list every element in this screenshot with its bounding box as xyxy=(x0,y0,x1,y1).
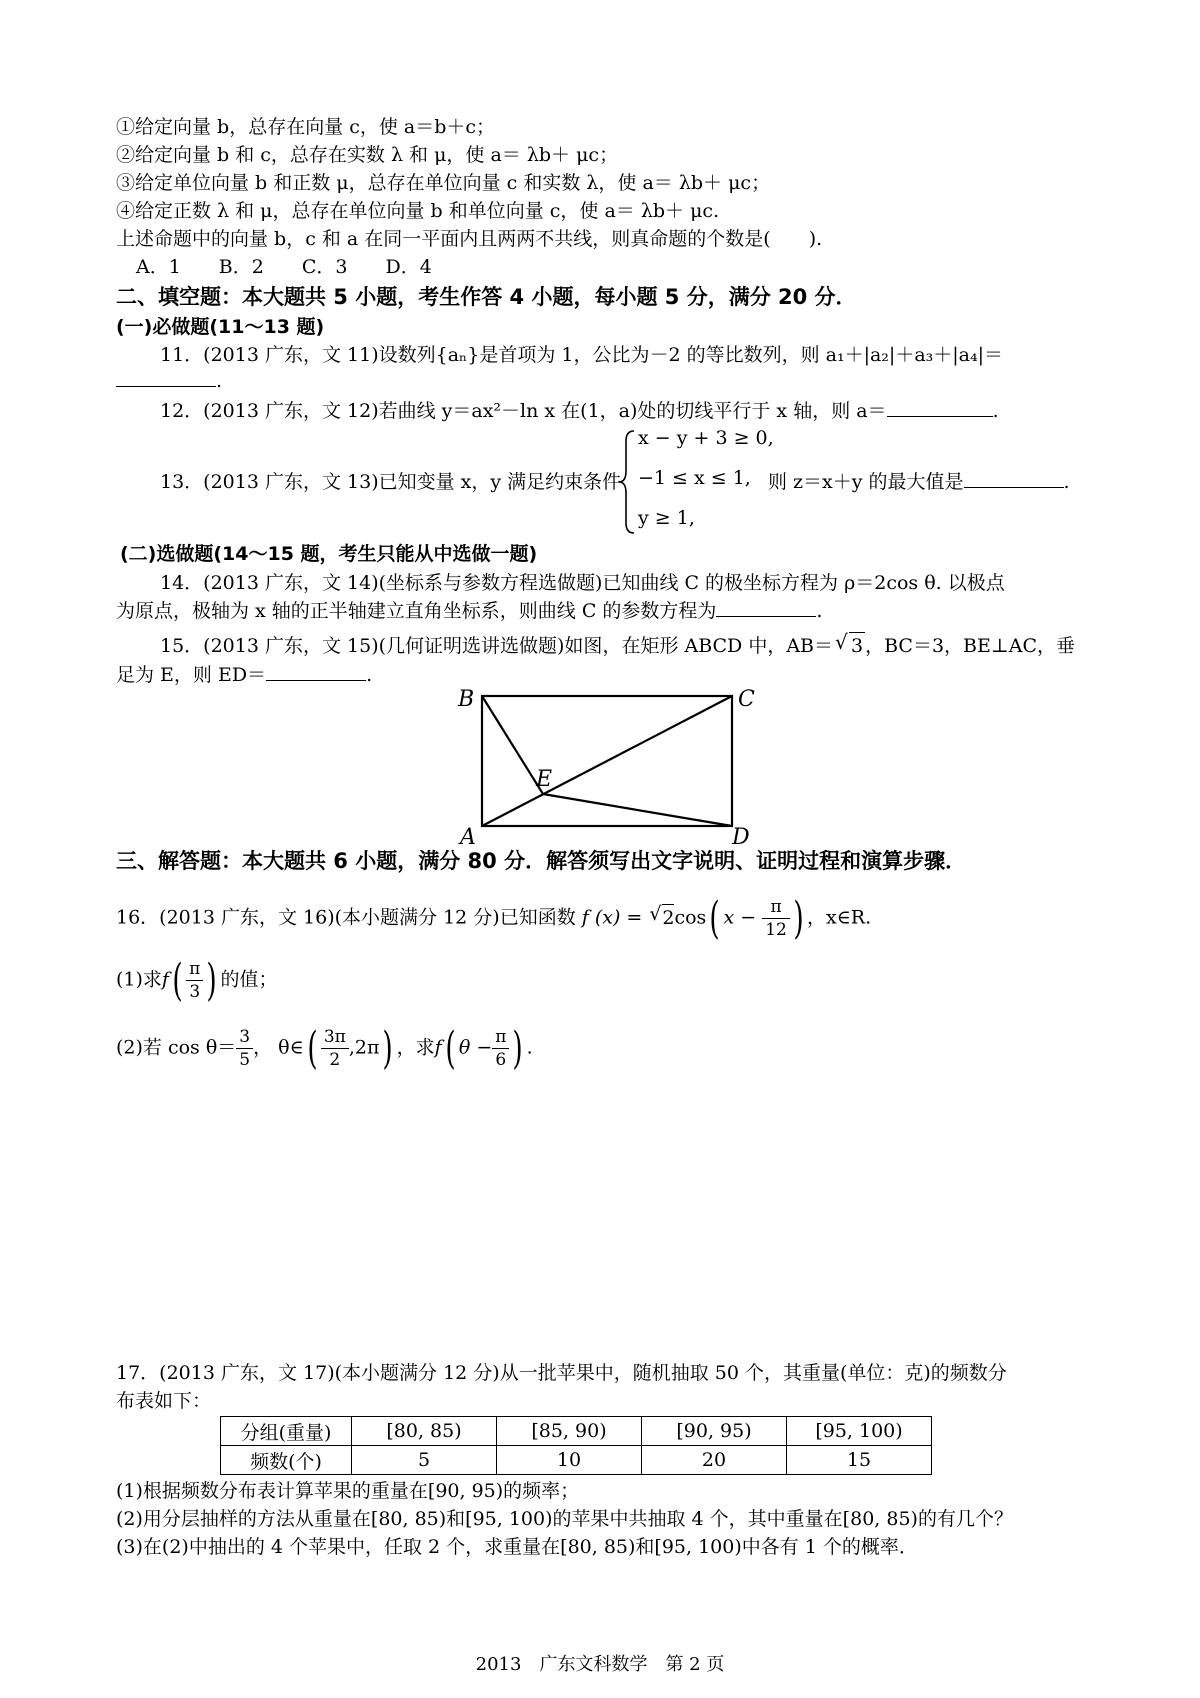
left-paren-3: ( xyxy=(307,1022,318,1074)
question-17-part-2: (2)用分层抽样的方法从重量在[80, 85)和[95, 100)的苹果中共抽取 4 个，其中重量在[80, 85)的有几个？ xyxy=(116,1508,1013,1530)
fraction-numerator-2: π xyxy=(186,958,203,981)
question-16-text: 16．(2013 广东，文 16)(本小题满分 12 分)已知函数 xyxy=(116,906,576,929)
segment-ed xyxy=(543,794,732,826)
table-cell: 10 xyxy=(497,1446,642,1475)
interval-end: ,2π xyxy=(348,1036,380,1059)
question-12 xyxy=(160,398,999,424)
question-15-text-2: ，BC＝3，BE⊥AC，垂 xyxy=(865,635,1076,657)
question-stem: 上述命题中的向量 b，c 和 a 在同一平面内且两两不共线，则真命题的个数是( ). xyxy=(116,228,823,250)
proposition-4: ④给定正数 λ 和 μ，总存在单位向量 b 和单位向量 c，使 a＝ λb＋ μc. xyxy=(116,200,720,222)
label-a: A xyxy=(460,825,476,846)
section-2-subheading-optional: (二)选做题(14～15 题，考生只能从中选做一题) xyxy=(120,543,538,565)
left-paren-4: ( xyxy=(445,1022,456,1074)
question-16-part-2 xyxy=(116,1022,533,1074)
left-paren: ( xyxy=(709,892,721,944)
page-footer: 2013 广东文科数学 第 2 页 xyxy=(475,1654,725,1675)
answer-options: A．1 B．2 C．3 D．4 xyxy=(136,256,432,278)
section-2-title: 二、填空题：本大题共 5 小题，考生作答 4 小题，每小题 5 分，满分 20 分． xyxy=(116,285,857,309)
sqrt-2 xyxy=(649,902,675,931)
label-d: D xyxy=(732,825,750,846)
table-cell: 5 xyxy=(352,1446,497,1475)
right-paren-3: ) xyxy=(382,1022,394,1074)
proposition-2: ②给定向量 b 和 c，总存在实数 λ 和 μ，使 a＝ λb＋ μc； xyxy=(116,144,619,166)
section-2-subheading-required: (一)必做题(11～13 题) xyxy=(116,316,325,338)
constraint-3: y ≥ 1, xyxy=(638,507,695,529)
right-paren-2: ) xyxy=(206,954,218,1006)
table-cell: [90, 95) xyxy=(642,1417,787,1446)
fraction-denominator-2: 3 xyxy=(189,982,201,1002)
fraction-denominator: 12 xyxy=(765,920,787,940)
proposition-3: ③给定单位向量 b 和正数 μ，总存在单位向量 c 和实数 λ，使 a＝ λb＋ μc； xyxy=(116,172,771,194)
question-16-stem xyxy=(116,892,872,944)
segment-be xyxy=(482,696,543,794)
question-13-tail xyxy=(768,469,1070,495)
section-3-title: 三、解答题：本大题共 6 小题，满分 80 分．解答须写出文字说明、证明过程和演算步骤． xyxy=(116,849,967,873)
left-paren-2: ( xyxy=(172,954,183,1006)
question-15-line2 xyxy=(116,662,372,688)
question-11-line2 xyxy=(116,368,222,394)
part-2-label: (2)若 cos θ＝ xyxy=(116,1036,237,1059)
question-14-end: . xyxy=(816,600,823,622)
fraction-pi-12 xyxy=(762,896,790,941)
question-12-end: . xyxy=(992,400,999,422)
question-11-end: . xyxy=(216,370,223,392)
fraction-denominator-4: 2 xyxy=(329,1050,341,1070)
theta-in: ， θ∈ xyxy=(253,1036,304,1059)
cos-text: cos xyxy=(674,906,707,929)
table-header-row xyxy=(221,1417,932,1446)
answer-blank-12 xyxy=(887,398,993,417)
part-2-end: . xyxy=(526,1036,533,1059)
sqrt-value: 3 xyxy=(851,635,864,657)
find-text: ，求 xyxy=(396,1036,435,1059)
fraction-denominator-3: 5 xyxy=(239,1050,251,1070)
table-cell: [95, 100) xyxy=(787,1417,932,1446)
frequency-table xyxy=(220,1416,932,1475)
answer-blank-13 xyxy=(964,469,1064,488)
label-e: E xyxy=(536,767,553,792)
question-13-text-2: 则 z＝x＋y 的最大值是 xyxy=(768,471,964,493)
question-15-end: . xyxy=(366,664,373,686)
table-row xyxy=(221,1446,932,1475)
label-b: B xyxy=(458,687,475,712)
question-17-part-1: (1)根据频数分布表计算苹果的重量在[90, 95)的频率； xyxy=(116,1480,580,1502)
brace-icon xyxy=(616,427,638,537)
right-paren-4: ) xyxy=(512,1022,524,1074)
f-symbol: f xyxy=(161,968,169,991)
question-17-line1: 17．(2013 广东，文 17)(本小题满分 12 分)从一批苹果中，随机抽取 50 个，其重量(单位：克)的频数分 xyxy=(116,1362,1007,1384)
fraction-pi-6 xyxy=(492,1026,509,1071)
sqrt-2-value: 2 xyxy=(662,906,675,929)
part-1-label: (1)求 xyxy=(116,968,162,991)
table-cell: 频数(个) xyxy=(221,1446,352,1475)
sqrt-expression xyxy=(835,630,865,659)
fraction-3pi-2 xyxy=(321,1026,349,1071)
proposition-1: ①给定向量 b，总存在向量 c，使 a＝b＋c； xyxy=(116,116,496,138)
fraction-pi-3 xyxy=(186,958,203,1003)
part-1-tail: 的值； xyxy=(220,968,278,991)
table-cell: [85, 90) xyxy=(497,1417,642,1446)
question-11-line1 xyxy=(160,342,1003,368)
table-cell: 分组(重量) xyxy=(221,1417,352,1446)
radical-sign: √ xyxy=(835,630,848,654)
question-17-part-3: (3)在(2)中抽出的 4 个苹果中，任取 2 个，求重量在[80, 85)和[95, 100)中各有 1 个的概率． xyxy=(116,1536,918,1558)
question-14-line2 xyxy=(116,598,822,624)
question-13-text: 13．(2013 广东，文 13)已知变量 x，y 满足约束条件 xyxy=(160,471,622,493)
label-c: C xyxy=(738,687,755,712)
theta-minus: θ − xyxy=(458,1036,493,1059)
question-16-part-1 xyxy=(116,954,278,1006)
question-15-text: 15．(2013 广东，文 15)(几何证明选讲选做题)如图，在矩形 ABCD 中，AB＝ xyxy=(160,635,834,657)
table-cell: 15 xyxy=(787,1446,932,1475)
diagonal-ac xyxy=(482,696,732,826)
fraction-numerator-5: π xyxy=(492,1026,509,1049)
function-f-x: f (x) = xyxy=(581,906,649,929)
rectangle-figure xyxy=(450,686,770,846)
fraction-numerator-4: 3π xyxy=(321,1026,349,1049)
fraction-numerator-3: 3 xyxy=(236,1026,253,1049)
fraction-numerator: π xyxy=(762,896,790,919)
answer-blank-15 xyxy=(266,662,366,681)
domain-text: ，x∈R. xyxy=(807,906,872,929)
question-15-line1 xyxy=(160,632,1075,659)
question-15-text-3: 足为 E，则 ED＝ xyxy=(116,664,267,686)
constraint-2: −1 ≤ x ≤ 1, xyxy=(638,467,751,489)
answer-blank-11 xyxy=(116,368,216,387)
table-cell: 20 xyxy=(642,1446,787,1475)
right-paren: ) xyxy=(793,892,804,944)
question-14-text-2: 为原点，极轴为 x 轴的正半轴建立直角坐标系，则曲线 C 的参数方程为 xyxy=(116,600,717,622)
x-minus: x − xyxy=(723,906,757,929)
fraction-denominator-5: 6 xyxy=(495,1050,507,1070)
question-14-line1: 14．(2013 广东，文 14)(坐标系与参数方程选做题)已知曲线 C 的极坐标方程为 ρ＝2cos θ. 以极点 xyxy=(160,572,1005,594)
constraint-1: x − y + 3 ≥ 0, xyxy=(638,427,774,449)
question-12-text: 12．(2013 广东，文 12)若曲线 y＝ax²－ln x 在(1，a)处的切线平行于 x 轴，则 a＝ xyxy=(160,400,887,422)
question-17-line2: 布表如下： xyxy=(116,1390,212,1412)
fraction-3-5 xyxy=(236,1026,253,1071)
radical-sign-2: √ xyxy=(649,902,662,925)
question-13-end: . xyxy=(1063,471,1070,493)
answer-blank-14 xyxy=(716,598,816,617)
f-symbol-2: f xyxy=(434,1036,442,1059)
question-11-text: 11．(2013 广东，文 11)设数列{aₙ}是首项为 1，公比为－2 的等比数列，则 a₁＋|a₂|＋a₃＋|a₄|＝ xyxy=(160,344,1004,366)
table-cell: [80, 85) xyxy=(352,1417,497,1446)
